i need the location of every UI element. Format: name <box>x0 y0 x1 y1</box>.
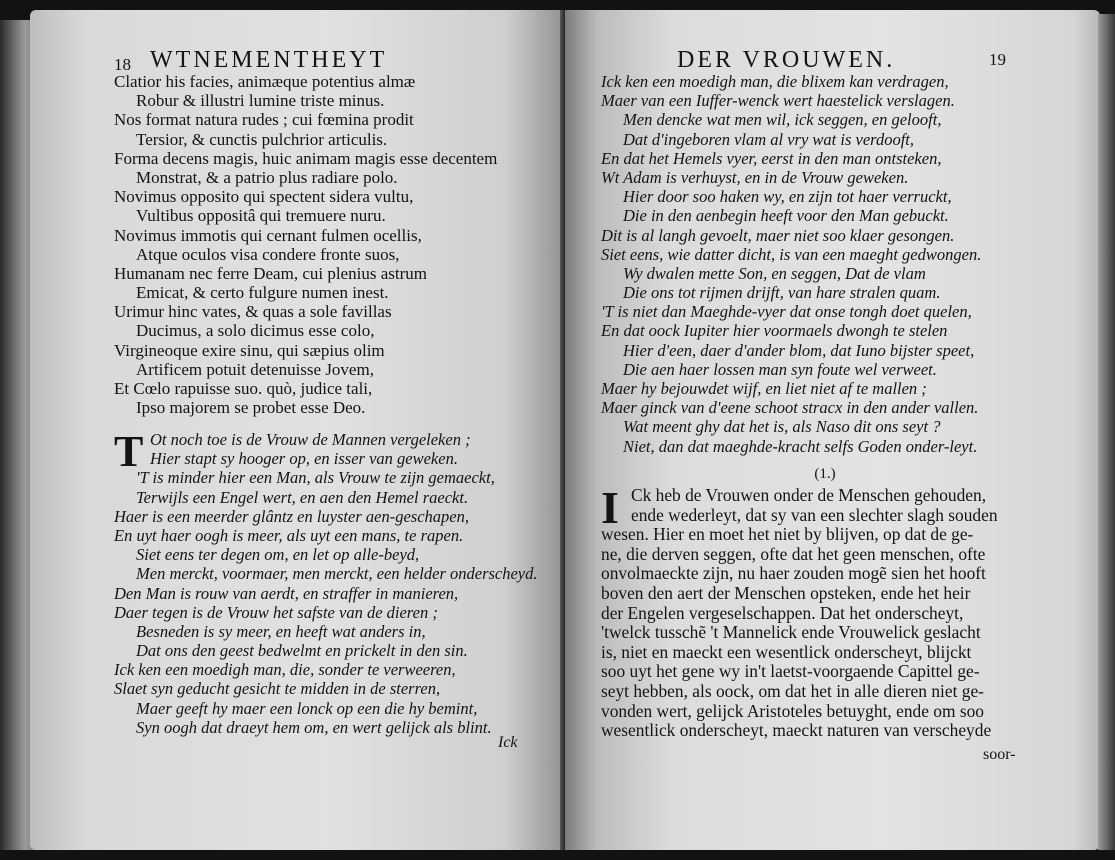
verse-line: Maer geeft hy maer een lonck op een die hy bemint, <box>136 698 478 718</box>
verse-line: Die aen haer lossen man syn foute wel verweet. <box>623 359 937 379</box>
verse-line: Atque oculos visa condere fronte suos, <box>136 244 400 264</box>
verse-line: Ick ken een moedigh man, die, sonder te verweeren, <box>114 660 456 680</box>
prose-line: der Engelen vergeselschappen. Dat het onderscheyt, <box>601 602 964 623</box>
verse-line: Novimus opposito qui spectent sidera vultu, <box>114 187 414 207</box>
prose-paragraph <box>601 482 998 741</box>
verse-line: Emicat, & certo fulgure numen inest. <box>136 283 389 303</box>
prose-line: onvolmaeckte zijn, nu haer zouden mogẽ sien het hooft <box>601 563 986 584</box>
verse-line: Hier d'een, daer d'ander blom, dat Iuno bijster speet, <box>623 340 975 360</box>
right-running-head: DER VROUWEN. <box>677 47 896 73</box>
prose-line: Ck heb de Vrouwen onder de Menschen gehouden, <box>631 485 987 505</box>
right-page-edges <box>1098 14 1115 850</box>
verse-line: 'T is minder hier een Man, als Vrouw te zijn gemaeckt, <box>136 468 495 488</box>
verse-line: Ot noch toe is de Vrouw de Mannen vergeleken ; <box>150 430 471 449</box>
verse-line: Dat ons den geest bedwelmt en prickelt in den sin. <box>136 641 468 661</box>
verse-line: 'T is niet dan Maeghde-vyer dat onse tongh doet quelen, <box>601 302 972 322</box>
verse-line: Men merckt, voormaer, men merckt, een helder onderscheyd. <box>136 564 538 584</box>
verse-line: Den Man is rouw van aerdt, en straffer in manieren, <box>114 583 459 603</box>
verse-line: Vultibus oppositâ qui tremuere nuru. <box>136 206 386 226</box>
verse-line: Die ons tot rijmen drijft, van hare stralen quam. <box>623 283 941 303</box>
right-catchword: soor- <box>983 746 1016 763</box>
left-page <box>30 10 570 850</box>
verse-line: Humanam nec ferre Deam, cui plenius astrum <box>114 263 427 283</box>
verse-line: Siet eens, wie datter dicht, is van een maeght gedwongen. <box>601 244 982 264</box>
prose-line: vonden wert, gelijck Aristoteles betuyght, ende om soo <box>601 700 985 721</box>
verse-line: Dat d'ingeboren vlam al vry wat is verdooft, <box>623 129 915 149</box>
prose-line: is, niet en maeckt een wesentlick onderscheyt, blijckt <box>601 641 972 662</box>
verse-line: Novimus immotis qui cernant fulmen ocellis, <box>114 225 422 245</box>
verse-line: Dit is al langh gevoelt, maer niet soo klaer gesongen. <box>601 225 955 245</box>
verse-line: Wy dwalen mette Son, en seggen, Dat de vlam <box>623 263 926 283</box>
latin-verse <box>114 72 497 417</box>
verse-line: Hier stapt sy hooger op, en isser van geweken. <box>150 449 458 469</box>
left-running-head: WTNEMENTHEYT <box>150 47 388 73</box>
verse-line: Hier door soo haken wy, en zijn tot haer verruckt, <box>623 187 952 207</box>
verse-line: Forma decens magis, huic animam magis esse decentem <box>114 148 498 168</box>
verse-line: Monstrat, & a patrio plus radiare polo. <box>136 167 398 187</box>
prose-line: soo uyt het gene wy in't laetst-voorgaende Capittel ge- <box>601 661 980 682</box>
verse-line: Slaet syn geducht gesicht te midden in de sterren, <box>114 679 441 699</box>
verse-line: Die in den aenbegin heeft voor den Man gebuckt. <box>623 206 949 226</box>
verse-line: Daer tegen is de Vrouw het safste van de dieren ; <box>114 602 438 622</box>
section-mark: (1.) <box>814 466 836 482</box>
verse-line: En uyt haer oogh is meer, als uyt een mans, te rapen. <box>114 525 464 545</box>
verse-line: Ipso majorem se probet esse Deo. <box>136 398 366 418</box>
verse-line: En dat oock Iupiter hier voormaels dwongh te stelen <box>601 321 948 341</box>
verse-line: Ick ken een moedigh man, die blixem kan verdragen, <box>601 72 949 91</box>
verse-line: Syn oogh dat draeyt hem om, en wert gelijck als blint. <box>136 717 492 737</box>
verse-line: Virgineoque exire sinu, qui sæpius olim <box>114 340 385 360</box>
verse-line: Tersior, & cunctis pulchrior articulis. <box>136 129 388 149</box>
verse-line: Niet, dan dat maeghde-kracht selfs Goden onder-leyt. <box>623 436 978 456</box>
prose-line: ende wederleyt, dat sy van een slechter slagh souden <box>631 504 998 525</box>
prose-line: 'twelck tusschẽ 't Mannelick ende Vrouwelick geslacht <box>601 622 981 643</box>
verse-line: Maer ginck van d'eene schoot stracx in den ander vallen. <box>601 398 979 418</box>
verse-line: Urimur hinc vates, & quas a sole favillas <box>114 302 392 322</box>
prose-drop-capital: I <box>601 482 619 533</box>
left-page-number: 18 <box>114 55 131 74</box>
prose-line: ne, die derven seggen, ofte dat het geen menschen, ofte <box>601 543 986 564</box>
verse-line: Artificem potuit detenuisse Jovem, <box>136 359 374 379</box>
verse-line: Ducimus, a solo dicimus esse colo, <box>136 321 375 341</box>
left-catchword: Ick <box>498 734 518 751</box>
verse-line: Maer van een Iuffer-wenck wert haestelick verslagen. <box>601 91 955 111</box>
verse-line: En dat het Hemels vyer, eerst in den man ontsteken, <box>601 148 942 168</box>
dutch-verse-right <box>601 72 981 456</box>
verse-line: Nos format natura rudes ; cui fœmina prodit <box>114 110 414 130</box>
verse-line: Robur & illustri lumine triste minus. <box>136 91 385 111</box>
prose-line: wesen. Hier en moet het niet by blijven, op dat de ge- <box>601 524 974 545</box>
verse-line: Haer is een meerder glântz en luyster aen-geschapen, <box>114 506 469 526</box>
verse-line: Siet eens ter degen om, en let op alle-beyd, <box>136 545 420 565</box>
dutch-verse-left <box>114 427 538 737</box>
verse-line: Besneden is sy meer, en heeft wat anders in, <box>136 621 426 641</box>
verse-line: Clatior his facies, animæque potentius almæ <box>114 72 416 91</box>
verse-line: Maer hy bejouwdet wijf, en liet niet af te mallen ; <box>601 379 927 398</box>
verse-line: Terwijls een Engel wert, en aen den Hemel raeckt. <box>136 487 469 507</box>
right-page <box>565 10 1100 850</box>
prose-line: boven den aert der Menschen opsteken, ende het heir <box>601 582 971 603</box>
verse-line: Wt Adam is verhuyst, en in de Vrouw geweken. <box>601 167 909 187</box>
verse-line: Et Cœlo rapuisse suo. quò, judice tali, <box>114 379 373 398</box>
verse-line: Wat meent ghy dat het is, als Naso dit ons seyt ? <box>623 417 941 437</box>
prose-line: wesentlick onderscheyt, maeckt naturen van verscheyde <box>601 720 992 741</box>
right-page-number: 19 <box>989 50 1006 69</box>
drop-capital: T <box>114 427 144 476</box>
verse-line: Men dencke wat men wil, ick seggen, en gelooft, <box>623 110 942 130</box>
prose-line: seyt hebben, als oock, om dat het in alle dieren niet ge- <box>601 680 984 701</box>
